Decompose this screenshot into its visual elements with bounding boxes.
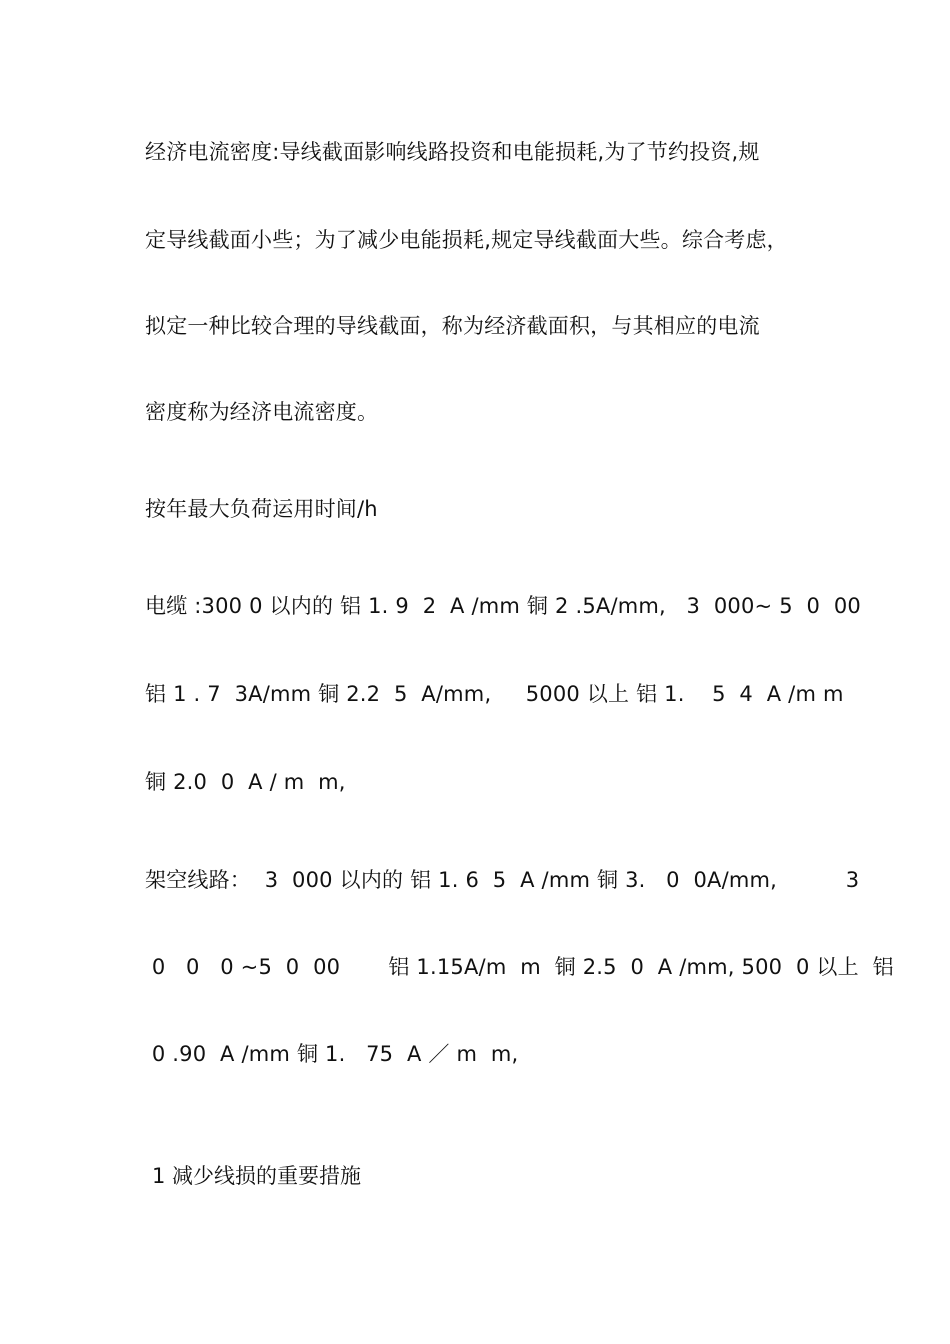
overhead-line-1: 架空线路： 3 000 以内的 铝 1. 6 5 A /mm 铜 3. 0 0A/mm, 3 <box>145 868 860 892</box>
overhead-line-2: 0 0 0 ~5 0 00 铝 1.15A/m m 铜 2.5 0 A /mm, 500 0 以上 铝 <box>145 955 894 979</box>
overhead-line-3: 0 .90 A /mm 铜 1. 75 A ／ m m, <box>145 1042 519 1066</box>
paragraph-line-1: 经济电流密度:导线截面影响线路投资和电能损耗,为了节约投资,规 <box>145 140 760 164</box>
paragraph-line-4: 密度称为经济电流密度。 <box>145 400 379 424</box>
cable-line-3: 铜 2.0 0 A / m m, <box>145 770 346 794</box>
paragraph-line-2: 定导线截面小些；为了减少电能损耗,规定导线截面大些。综合考虑， <box>145 228 788 252</box>
table-caption: 按年最大负荷运用时间/h <box>145 497 378 521</box>
cable-line-1: 电缆 :300 0 以内的 铝 1. 9 2 A /mm 铜 2 .5A/mm, 3 000~ 5 0 00 <box>145 594 861 618</box>
cable-line-2: 铝 1 . 7 3A/mm 铜 2.2 5 A/mm, 5000 以上 铝 1. 5 4 A /m m <box>145 682 844 706</box>
paragraph-line-3: 拟定一种比较合理的导线截面，称为经济截面积，与其相应的电流 <box>145 314 760 338</box>
section-heading: 1 减少线损的重要措施 <box>152 1164 362 1188</box>
